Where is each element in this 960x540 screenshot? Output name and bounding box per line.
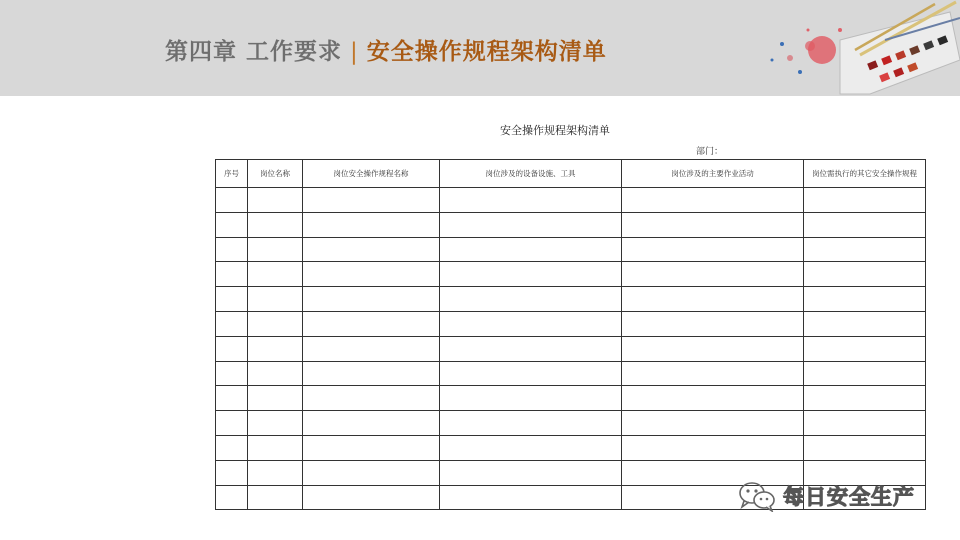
table-cell bbox=[622, 336, 804, 361]
column-header: 岗位名称 bbox=[248, 160, 303, 188]
table-cell bbox=[248, 435, 303, 460]
table-cell bbox=[216, 188, 248, 213]
table-cell bbox=[622, 435, 804, 460]
title-separator: | bbox=[350, 39, 359, 65]
table-cell bbox=[216, 386, 248, 411]
table-cell bbox=[622, 311, 804, 336]
table-cell bbox=[248, 212, 303, 237]
table-cell bbox=[248, 237, 303, 262]
table-cell bbox=[440, 460, 622, 485]
table-cell bbox=[622, 361, 804, 386]
table-cell bbox=[804, 287, 926, 312]
table-cell bbox=[622, 287, 804, 312]
table-row bbox=[216, 262, 926, 287]
table-cell bbox=[303, 386, 440, 411]
table-cell bbox=[216, 361, 248, 386]
table-cell bbox=[622, 188, 804, 213]
table-cell bbox=[804, 262, 926, 287]
table-cell bbox=[216, 212, 248, 237]
table-cell bbox=[216, 311, 248, 336]
table-cell bbox=[303, 485, 440, 510]
table-cell bbox=[248, 188, 303, 213]
table-cell bbox=[216, 262, 248, 287]
department-label: 部门： bbox=[696, 147, 724, 157]
table-header-row bbox=[216, 160, 926, 188]
table-cell bbox=[216, 237, 248, 262]
table-body bbox=[216, 188, 926, 510]
table-cell bbox=[216, 460, 248, 485]
table-cell bbox=[440, 336, 622, 361]
table-cell bbox=[440, 361, 622, 386]
slide-title bbox=[165, 33, 607, 66]
procedure-list-table bbox=[215, 159, 926, 510]
watermark-text: 每日安全生产 bbox=[783, 485, 915, 509]
table-cell bbox=[804, 411, 926, 436]
table-cell bbox=[440, 287, 622, 312]
table-cell bbox=[440, 485, 622, 510]
column-header: 岗位需执行的其它安全操作规程 bbox=[804, 160, 926, 188]
table-cell bbox=[216, 435, 248, 460]
table-cell bbox=[303, 336, 440, 361]
column-header: 序号 bbox=[216, 160, 248, 188]
table-cell bbox=[440, 386, 622, 411]
table-cell bbox=[804, 212, 926, 237]
table-cell bbox=[303, 411, 440, 436]
table-cell bbox=[804, 237, 926, 262]
table-cell bbox=[216, 287, 248, 312]
table-cell bbox=[622, 386, 804, 411]
topic-title: 安全操作规程架构清单 bbox=[366, 39, 607, 65]
table-cell bbox=[440, 237, 622, 262]
table-cell bbox=[440, 311, 622, 336]
table-cell bbox=[440, 435, 622, 460]
wechat-icon bbox=[737, 480, 777, 512]
table-cell bbox=[248, 485, 303, 510]
table-cell bbox=[622, 237, 804, 262]
table-row bbox=[216, 361, 926, 386]
table-cell bbox=[804, 336, 926, 361]
table-row bbox=[216, 188, 926, 213]
table-cell bbox=[804, 386, 926, 411]
table-cell bbox=[248, 361, 303, 386]
column-header: 岗位涉及的设备设施、工具 bbox=[440, 160, 622, 188]
table-cell bbox=[303, 435, 440, 460]
table-row bbox=[216, 212, 926, 237]
table-cell bbox=[303, 311, 440, 336]
table-cell bbox=[303, 262, 440, 287]
column-header: 岗位安全操作规程名称 bbox=[303, 160, 440, 188]
table-cell bbox=[622, 411, 804, 436]
watercolor-palette-illustration bbox=[760, 0, 960, 96]
table-cell bbox=[303, 237, 440, 262]
table-row bbox=[216, 336, 926, 361]
table-row bbox=[216, 386, 926, 411]
table-cell bbox=[303, 361, 440, 386]
table-cell bbox=[622, 212, 804, 237]
table-cell bbox=[804, 311, 926, 336]
table-cell bbox=[248, 287, 303, 312]
table-cell bbox=[248, 311, 303, 336]
table-cell bbox=[248, 262, 303, 287]
table-row bbox=[216, 311, 926, 336]
table-cell bbox=[303, 287, 440, 312]
table-cell bbox=[216, 336, 248, 361]
table-cell bbox=[804, 435, 926, 460]
table-title: 安全操作规程架构清单 bbox=[500, 124, 610, 137]
table-cell bbox=[248, 336, 303, 361]
table-row bbox=[216, 237, 926, 262]
table-cell bbox=[804, 361, 926, 386]
table-cell bbox=[440, 262, 622, 287]
table-cell bbox=[440, 188, 622, 213]
chapter-title: 第四章 工作要求 bbox=[165, 39, 343, 65]
table-cell bbox=[303, 188, 440, 213]
table-cell bbox=[216, 411, 248, 436]
table-cell bbox=[440, 411, 622, 436]
table-row bbox=[216, 287, 926, 312]
table-cell bbox=[248, 386, 303, 411]
table-cell bbox=[248, 460, 303, 485]
table-cell bbox=[216, 485, 248, 510]
table-cell bbox=[248, 411, 303, 436]
table-row bbox=[216, 435, 926, 460]
table-cell bbox=[804, 188, 926, 213]
table-row bbox=[216, 411, 926, 436]
watermark bbox=[737, 480, 915, 512]
table-cell bbox=[303, 460, 440, 485]
column-header: 岗位涉及的主要作业活动 bbox=[622, 160, 804, 188]
table-cell bbox=[440, 212, 622, 237]
table-cell bbox=[303, 212, 440, 237]
table-cell bbox=[622, 262, 804, 287]
